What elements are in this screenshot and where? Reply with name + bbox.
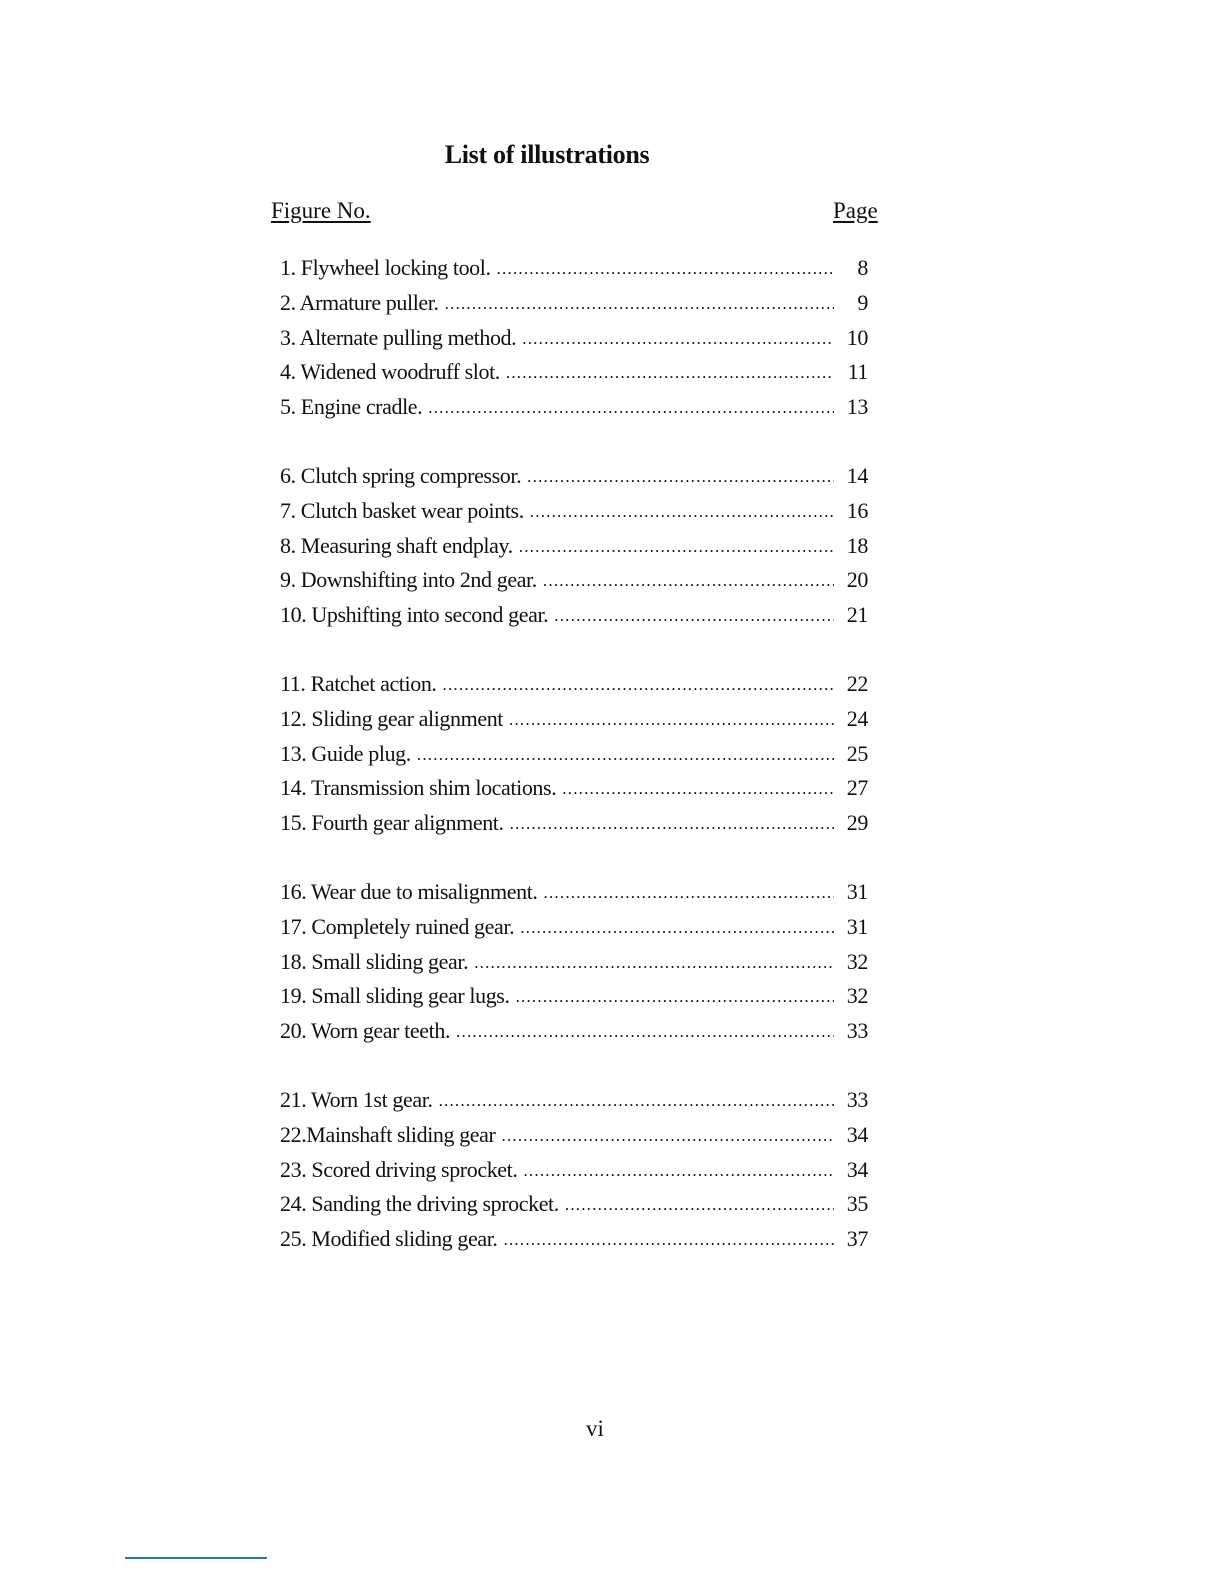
illustration-entry	[280, 1226, 868, 1261]
illustration-entry	[280, 671, 868, 706]
entry-label: 11. Ratchet action.	[280, 670, 437, 696]
entry-page-number: 29	[846, 810, 868, 836]
entry-label: 18. Small sliding gear.	[280, 948, 469, 974]
illustration-entry	[280, 463, 868, 498]
entry-label: 7. Clutch basket wear points.	[280, 497, 524, 523]
dot-leader	[509, 710, 834, 730]
dot-leader	[428, 398, 834, 418]
dot-leader	[544, 883, 834, 903]
entry-label: 4. Widened woodruff slot.	[280, 359, 500, 385]
dot-leader	[530, 502, 834, 522]
dot-leader	[543, 571, 834, 591]
illustration-entry	[280, 741, 868, 776]
dot-leader	[554, 606, 834, 626]
entry-label: 15. Fourth gear alignment.	[280, 810, 504, 836]
entry-page-number: 13	[846, 394, 868, 420]
dot-leader	[501, 1126, 834, 1146]
dot-leader	[520, 918, 834, 938]
entry-page-number: 8	[857, 255, 868, 280]
entry-page-number: 27	[846, 775, 868, 801]
dot-leader	[439, 1091, 834, 1111]
entry-page-number: 31	[846, 913, 868, 939]
dot-leader	[497, 259, 834, 279]
dot-leader	[445, 294, 834, 314]
page-column-header: Page	[833, 198, 878, 223]
illustration-entry	[280, 533, 868, 568]
entry-label: 3. Alternate pulling method.	[280, 324, 517, 350]
entry-label: 25. Modified sliding gear.	[280, 1226, 498, 1252]
figure-number-column-header: Figure No.	[271, 198, 371, 223]
illustration-entry	[280, 325, 868, 360]
entry-page-number: 34	[846, 1156, 868, 1182]
illustration-entry	[280, 1122, 868, 1157]
illustration-entry	[280, 602, 868, 637]
entry-label: 16. Wear due to misalignment.	[280, 878, 538, 904]
entry-page-number: 14	[846, 462, 868, 488]
illustration-entry	[280, 879, 868, 914]
illustration-entry	[280, 810, 868, 845]
entry-label: 10. Upshifting into second gear.	[280, 602, 549, 628]
entry-label: 6. Clutch spring compressor.	[280, 462, 522, 488]
entry-page-number: 32	[846, 983, 868, 1009]
page-number: vi	[586, 1416, 604, 1441]
illustration-group	[280, 1087, 868, 1261]
illustration-entry	[280, 1087, 868, 1122]
entry-page-number: 32	[846, 948, 868, 974]
entry-label: 20. Worn gear teeth.	[280, 1018, 451, 1044]
dot-leader	[523, 1161, 834, 1181]
dot-leader	[527, 467, 834, 487]
dot-leader	[443, 675, 834, 695]
entry-page-number: 11	[847, 359, 868, 385]
illustration-entry	[280, 914, 868, 949]
entry-page-number: 10	[846, 324, 868, 350]
footnote-rule	[125, 1557, 267, 1559]
entry-label: 1. Flywheel locking tool.	[280, 255, 491, 280]
entry-label: 24. Sanding the driving sprocket.	[280, 1191, 559, 1217]
entry-label: 2. Armature puller.	[280, 289, 439, 315]
entry-page-number: 9	[857, 289, 868, 315]
illustration-entry	[280, 983, 868, 1018]
illustrations-list	[280, 255, 868, 1295]
entry-page-number: 22	[846, 670, 868, 696]
entry-page-number: 31	[846, 878, 868, 904]
entry-label: 19. Small sliding gear lugs.	[280, 983, 510, 1009]
entry-page-number: 34	[846, 1121, 868, 1147]
illustration-group	[280, 671, 868, 845]
dot-leader	[504, 1230, 834, 1250]
entry-label: 14. Transmission shim locations.	[280, 775, 557, 801]
illustration-entry	[280, 949, 868, 984]
entry-label: 8. Measuring shaft endplay.	[280, 532, 513, 558]
dot-leader	[516, 987, 834, 1007]
entry-label: 12. Sliding gear alignment	[280, 705, 504, 731]
illustration-entry	[280, 359, 868, 394]
dot-leader	[510, 814, 834, 834]
illustration-entry	[280, 1018, 868, 1053]
entry-label: 13. Guide plug.	[280, 740, 411, 766]
illustration-entry	[280, 706, 868, 741]
dot-leader	[519, 537, 834, 557]
entry-page-number: 24	[846, 705, 868, 731]
entry-label: 22.Mainshaft sliding gear	[280, 1121, 496, 1147]
illustration-entry	[280, 290, 868, 325]
dot-leader	[565, 1195, 834, 1215]
entry-page-number: 37	[846, 1226, 868, 1252]
page-title: List of illustrations	[444, 140, 650, 169]
entry-label: 17. Completely ruined gear.	[280, 913, 515, 939]
illustration-entry	[280, 394, 868, 429]
illustration-group	[280, 255, 868, 429]
entry-page-number: 16	[846, 497, 868, 523]
dot-leader	[474, 953, 834, 973]
illustration-entry	[280, 255, 868, 290]
entry-page-number: 18	[846, 532, 868, 558]
illustration-group	[280, 879, 868, 1053]
entry-page-number: 20	[846, 567, 868, 593]
illustration-entry	[280, 1157, 868, 1192]
dot-leader	[562, 779, 834, 799]
entry-page-number: 35	[846, 1191, 868, 1217]
entry-page-number: 21	[846, 602, 868, 628]
illustration-entry	[280, 498, 868, 533]
illustration-group	[280, 463, 868, 637]
entry-label: 21. Worn 1st gear.	[280, 1086, 433, 1112]
dot-leader	[522, 329, 834, 349]
entry-label: 9. Downshifting into 2nd gear.	[280, 567, 537, 593]
dot-leader	[456, 1022, 834, 1042]
entry-page-number: 33	[846, 1018, 868, 1044]
entry-label: 23. Scored driving sprocket.	[280, 1156, 518, 1182]
entry-label: 5. Engine cradle.	[280, 394, 423, 420]
entry-page-number: 33	[846, 1086, 868, 1112]
illustration-entry	[280, 567, 868, 602]
illustration-entry	[280, 775, 868, 810]
dot-leader	[506, 363, 834, 383]
entry-page-number: 25	[846, 740, 868, 766]
dot-leader	[417, 745, 834, 765]
illustration-entry	[280, 1191, 868, 1226]
